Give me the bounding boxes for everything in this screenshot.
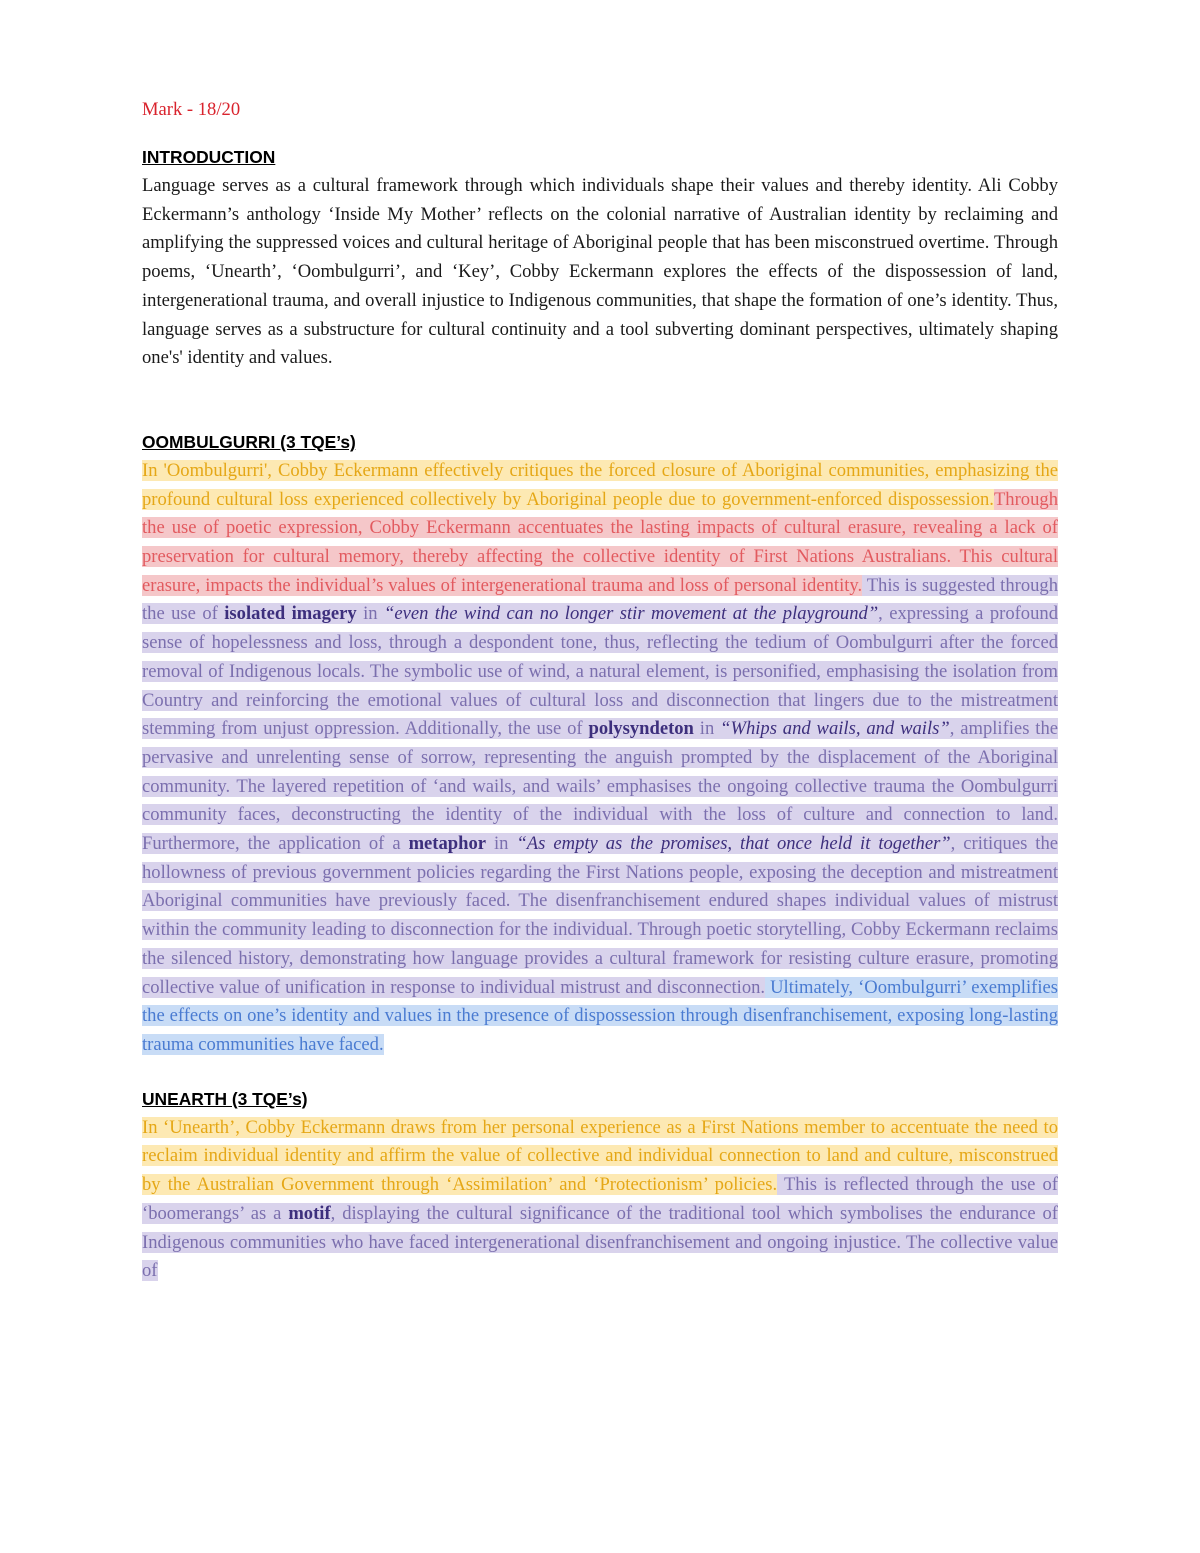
introduction-paragraph: Language serves as a cultural framework through which individuals shape their values and thereby identity. Ali Cobby Eckermann’s anthology ‘Inside My Mother’ reflects on the colonial narrative of Australian identity by reclaiming and amplifying the suppressed voices and cultural heritage of Aboriginal people that has been misconstrued overtime. Through poems, ‘Unearth’, ‘Oombulgurri’, and ‘Key’, Cobby Eckermann explores the effects of the dispossession of land, intergenerational trauma, and overall injustice to Indigenous communities, that shape the formation of one’s identity. Thus, language serves as a substructure for cultural continuity and a tool subverting dominant perspectives, ultimately shaping one's' identity and values.: [142, 175, 1058, 369]
unearth-paragraph: [142, 1114, 1058, 1286]
technique-term: motif: [288, 1202, 331, 1224]
evidence-text: in: [693, 718, 721, 740]
concept-sentence: Through the use of poetic expression, Cobby Eckermann accentuates the lasting impacts of cultural erasure, revealing a lack of preservation for cultural memory, thereby affecting the collective identity of First Nations Australians. This cultural erasure, impacts the individual’s values of intergenerational trauma and loss of personal identity.: [142, 488, 1058, 596]
evidence-quote: “even the wind can no longer stir movement at the playground”: [383, 603, 879, 625]
unearth-section: [142, 1088, 1058, 1286]
evidence-text: , expressing a profound sense of hopelessness and loss, through a despondent tone, thus, reflecting the tedium of Oombulgurri after the forced removal of Indigenous locals. The symbolic use of wind, a natural element, is personified, emphasising the isolation from Country and reinforcing the emotional values of cultural loss and disconnection that lingers due to the mistreatment stemming from unjust oppression. Additionally, the use of: [142, 603, 1058, 740]
evidence-text: This is suggested through the use of: [142, 574, 1059, 625]
topic-sentence: In 'Oombulgurri', Cobby Eckermann effectively critiques the forced closure of Aboriginal communities, emphasizing the profound cultural loss experienced collectively by Aboriginal people due to government-enforced dispossession.: [142, 459, 1058, 510]
evidence-text: , critiques the hollowness of previous government policies regarding the First Nations people, exposing the deception and mistreatment Aboriginal communities have previously faced. The disenfranchisement endured shapes individual values of mistrust within the community leading to disconnection for the individual. Through poetic storytelling, Cobby Eckermann reclaims the silenced history, demonstrating how language provides a cultural framework for resisting culture erasure, promoting collective value of unification in response to individual mistrust and disconnection.: [142, 833, 1059, 998]
technique-term: isolated imagery: [224, 603, 357, 625]
evidence-text: , displaying the cultural significance of the traditional tool which symbolises the endurance of Indigenous communities who have faced intergenerational disenfranchisement and ongoing injustice. The collective value of: [142, 1202, 1058, 1282]
introduction-heading: INTRODUCTION: [142, 147, 276, 167]
technique-term: metaphor: [408, 833, 487, 855]
topic-sentence: In ‘Unearth’, Cobby Eckermann draws from her personal experience as a First Nations member to accentuate the need to reclaim individual identity and affirm the value of collective and individual connection to land and culture, misconstrued by the Australian Government through ‘Assimilation’ and ‘Protectionism’ policies.: [142, 1116, 1058, 1196]
conclusion-sentence: Ultimately, ‘Oombulgurri’ exemplifies the effects on one’s identity and values in the presence of dispossession through disenfranchisement, exposing long-lasting trauma communities have faced.: [142, 976, 1058, 1055]
evidence-quote: “Whips and wails, and wails”: [720, 718, 950, 740]
evidence-text: in: [356, 603, 384, 625]
evidence-text: , amplifies the pervasive and unrelenting sense of sorrow, representing the anguish prompted by the displacement of the Aboriginal community. The layered repetition of ‘and wails, and wails’ emphasises the ongoing collective trauma the Oombulgurri community faces, deconstructing the identity of the individual with the loss of culture and connection to land. Furthermore, the application of a: [142, 718, 1059, 855]
mark-score: Mark - 18/20: [142, 99, 241, 120]
evidence-text: This is reflected through the use of ‘boomerangs’ as a: [142, 1174, 1058, 1224]
evidence-block: [142, 575, 1058, 998]
evidence-text: in: [486, 833, 517, 855]
document-page: [142, 96, 1058, 1286]
oombulgurri-heading: OOMBULGURRI (3 TQE’s): [142, 431, 356, 452]
introduction-section: [142, 146, 1058, 373]
technique-term: polysyndeton: [588, 718, 694, 740]
oombulgurri-section: [142, 431, 1058, 1060]
unearth-heading: UNEARTH (3 TQE’s): [142, 1088, 308, 1109]
evidence-quote: “As empty as the promises, that once held it together”: [516, 833, 951, 855]
oombulgurri-paragraph: [142, 457, 1058, 1060]
